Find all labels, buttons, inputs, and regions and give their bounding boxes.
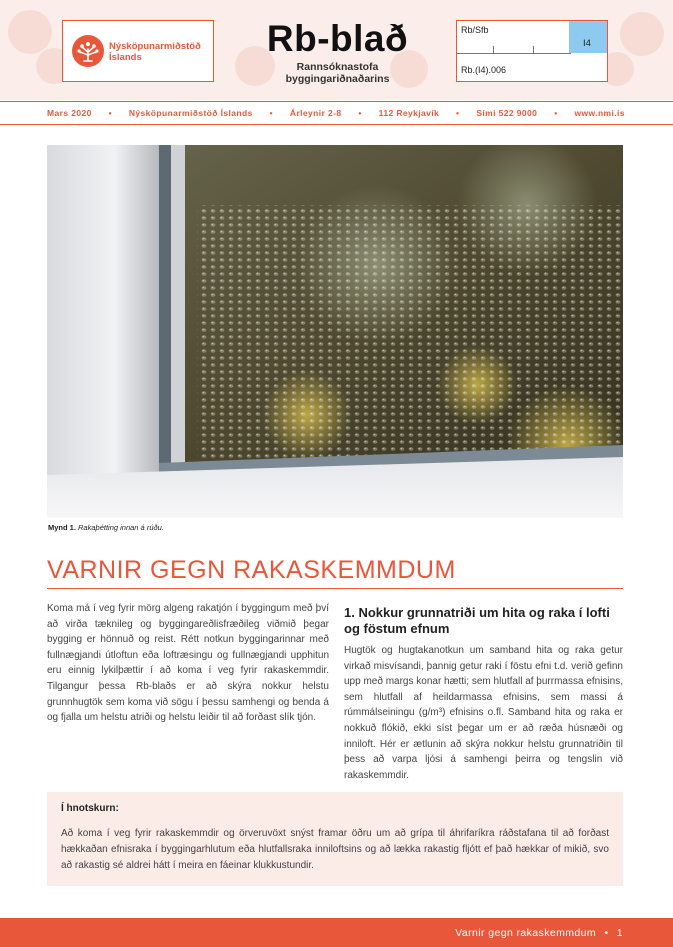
summary-box — [47, 792, 623, 886]
footer-text — [455, 927, 623, 939]
info-rule-top — [0, 101, 673, 102]
classification-rule — [457, 53, 571, 54]
masthead-subtitle-line-1: Rannsóknastofa — [296, 61, 379, 73]
separator-dot: • — [358, 108, 362, 118]
document-number: Rb.(I4).006 — [461, 65, 507, 75]
figure-caption — [48, 523, 164, 532]
page-number: 1 — [616, 927, 623, 939]
section-1-paragraph: Hugtök og hugtakanotkun um samband hita og raka getur virkað misvísandi, þannig getur raki í föstu efni t.d. verið gefinn upp með margs konar hætti; sem hlutfall af þurrmassa efnisins, sem hlutfall af heildarmassa efnisins, sem massi á rúmmálseiningu (g/m³) efnisins o.fl. Samband hita og raka er nokkuð flókið, ekki síst þegar um er að ræða húsnæði og inniloft. Hér er ætlunin að skýra nokkur helstu grunnatriðin til þess að varpa ljósi á samhengi þeirra og tengslin við rakaskemmdir. — [344, 645, 624, 781]
window-condensation-illustration — [47, 145, 623, 518]
tree-logo-icon — [72, 35, 104, 67]
classification-box — [456, 20, 608, 82]
classification-tick — [493, 46, 494, 53]
separator-dot: • — [269, 108, 274, 118]
figure-caption-text: Rakaþétting innan á rúðu. — [78, 523, 164, 532]
info-rule-bottom — [0, 124, 673, 125]
separator-dot: • — [108, 108, 112, 118]
logo-line-1: Nýsköpunarmiðstöð — [109, 41, 201, 52]
footer-separator: • — [604, 927, 609, 939]
logo-text — [109, 41, 201, 63]
decorative-shape — [8, 10, 52, 54]
figure-label: Mynd 1. — [48, 523, 76, 532]
street-address: Árleynir 2-8 — [289, 108, 342, 118]
publication-info-bar — [47, 108, 625, 118]
footer-title: Varnir gegn rakaskemmdum — [455, 927, 597, 939]
website-link[interactable]: www.nmi.is — [574, 108, 625, 118]
masthead-subtitle-line-2: byggingariðnaðarins — [285, 73, 390, 85]
intro-paragraph: Koma má í veg fyrir mörg algeng rakatjón í byggingum með því að virða tæknileg og byggingareðlisfræðileg viðmið þegar bygging er hönnuð og reist. Rétt notkun byggingarinnar með fullnægjandi útloftun eða loftræsingu og fullnægjandi upphitun eru einnig lykilþættir í að koma í veg fyrir rakaskemmdir. Tilgangur þessa Rb-blaðs er að skýra nokkur helstu grunnhugtök sem koma við sögu í þessu samhengi og benda á og fjalla um helstu atriði og helstu leiðir til að forðast slík tjón. — [47, 603, 329, 724]
summary-text: Að koma í veg fyrir rakaskemmdir og örveruvöxt snýst framar öðru um að grípa til áhrifaríkra ráðstafana til að forðast hækkaðan efnisraka í byggingarhlutum eða hlutfallsraka inniloftsins og að lækka rakastig fljótt ef það hækkar of mikið, svo að rakastig sé aldrei hátt í meira en fáeinar klukkustundir. — [61, 828, 609, 871]
decorative-shape — [620, 12, 664, 56]
classification-tick — [533, 46, 534, 53]
separator-dot: • — [554, 108, 558, 118]
logo-line-2: Íslands — [109, 52, 142, 63]
page-footer — [0, 918, 673, 947]
organization-name: Nýsköpunarmiðstöð Íslands — [128, 108, 253, 118]
article-title: VARNIR GEGN RAKASKEMMDUM — [47, 556, 456, 584]
phone-number: Sími 522 9000 — [476, 108, 538, 118]
publisher-logo — [62, 20, 214, 82]
masthead-title: Rb-blað — [266, 18, 409, 59]
sfb-code: I4 — [583, 38, 591, 49]
summary-title: Í hnotskurn: — [61, 803, 119, 814]
sfb-label: Rb/Sfb — [461, 25, 489, 35]
title-rule — [47, 588, 623, 589]
postcode-city: 112 Reykjavík — [378, 108, 440, 118]
section-1-heading: 1. Nokkur grunnatriði um hita og raka í lofti og föstum efnum — [344, 605, 610, 636]
condensation-photo — [47, 145, 623, 518]
separator-dot: • — [456, 108, 460, 118]
publication-date: Mars 2020 — [47, 108, 92, 118]
masthead-subtitle — [230, 61, 445, 85]
